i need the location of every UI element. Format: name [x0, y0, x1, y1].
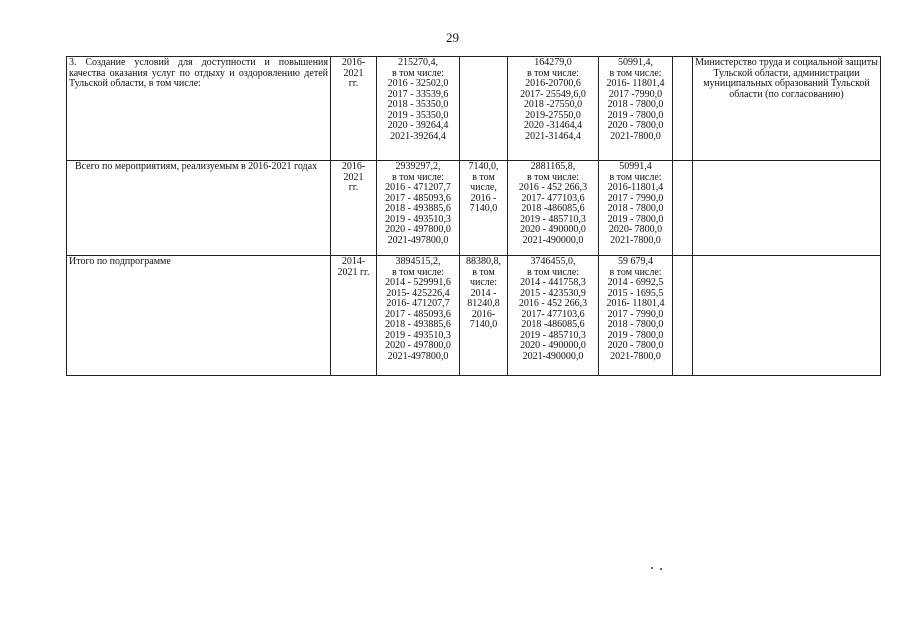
cell-total-funding-line: 215270,4,: [398, 57, 438, 68]
cell-federal-funding: [460, 57, 508, 161]
cell-executor: [693, 57, 881, 161]
cell-regional-funding-line: 2017- 477103,6: [521, 308, 585, 320]
table-row: [67, 256, 881, 376]
cell-municipal-funding-line: 2019 - 7800,0: [607, 329, 664, 341]
cell-federal-funding-line: 7140,0: [469, 319, 498, 330]
cell-regional-funding: [508, 256, 599, 376]
cell-regional-funding-line: 2016 - 452 266,3: [518, 298, 588, 309]
cell-regional-funding-line: 2016-20700,6: [525, 78, 581, 89]
cell-municipal-funding-line: 2014 - 6992,5: [607, 277, 664, 288]
cell-regional-funding: [508, 57, 599, 161]
cell-period-line: 2016-: [341, 57, 366, 68]
cell-total-funding-line: 2020 - 497800,0: [385, 340, 451, 351]
cell-period-line: 2014-: [341, 256, 366, 267]
cell-total-funding-line: 2016 - 32502,0: [387, 78, 449, 89]
cell-regional-funding-line: 2017- 25549,6,0: [520, 88, 586, 100]
cell-regional-funding-line: 2020 -31464,4: [523, 120, 583, 131]
cell-federal-funding-line: в том: [472, 171, 495, 183]
cell-period-line: гг.: [348, 78, 359, 89]
cell-total-funding: [377, 256, 460, 376]
cell-regional-funding-line: 2014 - 441758,3: [520, 277, 586, 288]
cell-total-funding-line: в том числе:: [391, 266, 445, 278]
cell-municipal-funding: [599, 256, 673, 376]
cell-regional-funding-line: 2020 - 490000,0: [520, 340, 586, 351]
table-row: [67, 57, 881, 161]
cell-regional-funding-line: 2021-490000,0: [522, 234, 584, 246]
cell-municipal-funding-line: 2021-7800,0: [610, 130, 661, 142]
cell-municipal-funding-line: 59 679,4: [618, 256, 653, 267]
cell-municipal-funding-line: 2020 - 7800,0: [607, 340, 664, 351]
cell-regional-funding-line: 2019-27550,0: [525, 109, 581, 121]
cell-municipal-funding-line: 2018 - 7800,0: [607, 203, 664, 214]
cell-executor-text: Министерство труда и социальной защиты Тульской области, администрации муниципальных образований Тульской области (по согласованию): [695, 57, 878, 100]
cell-regional-funding-line: 2020 - 490000,0: [520, 224, 586, 235]
cell-total-funding-line: 2017 - 485093,6: [385, 308, 451, 320]
cell-municipal-funding-line: 2016- 11801,4: [606, 298, 665, 309]
cell-description: [67, 57, 331, 161]
cell-regional-funding-line: 2018 -27550,0: [523, 99, 583, 110]
cell-federal-funding-line: 7140,0,: [468, 161, 499, 172]
cell-federal-funding-line: в том: [472, 266, 495, 278]
cell-municipal-funding-line: 2020 - 7800,0: [607, 120, 664, 131]
cell-period-line: 2021: [343, 171, 364, 183]
scan-speck: [660, 568, 662, 570]
subprogram-finance-table: [66, 56, 881, 376]
cell-total-funding-line: в том числе:: [391, 171, 445, 183]
cell-municipal-funding-line: 2020- 7800,0: [608, 224, 663, 235]
cell-regional-funding-line: 2881165,8,: [530, 161, 576, 172]
cell-total-funding-line: 3894515,2,: [395, 256, 441, 267]
cell-municipal-funding-line: 2019 - 7800,0: [607, 213, 664, 225]
cell-total-funding: [377, 57, 460, 161]
cell-municipal-funding-line: 2018 - 7800,0: [607, 319, 664, 330]
cell-total-funding: [377, 161, 460, 256]
table-row: [67, 161, 881, 256]
cell-federal-funding-line: числе:: [469, 277, 498, 288]
cell-municipal-funding-line: 50991,4,: [618, 57, 653, 68]
cell-municipal-funding: [599, 57, 673, 161]
cell-regional-funding-line: 2015 - 423530,9: [520, 287, 586, 299]
cell-regional-funding-line: 2021-31464,4: [525, 130, 581, 142]
cell-total-funding-line: 2018 - 35350,0: [387, 99, 449, 110]
cell-municipal-funding: [599, 161, 673, 256]
cell-period-line: 2021 гг.: [337, 266, 370, 278]
cell-federal-funding-line: 81240,8: [467, 298, 500, 309]
cell-period: [331, 161, 377, 256]
cell-total-funding-line: 2019 - 493510,3: [385, 213, 451, 225]
cell-other-funding: [673, 57, 693, 161]
cell-federal-funding: [460, 161, 508, 256]
cell-description-text: Всего по мероприятиям, реализуемым в 2016-2021 годах: [75, 161, 318, 172]
cell-municipal-funding-line: 50991,4: [619, 161, 652, 172]
cell-total-funding-line: 2020 - 497800,0: [385, 224, 451, 235]
cell-total-funding-line: 2017 - 33539,6: [387, 88, 449, 100]
cell-regional-funding-line: 2019 - 485710,3: [520, 213, 586, 225]
scan-speck: [651, 567, 653, 569]
cell-municipal-funding-line: в том числе:: [609, 171, 662, 183]
cell-municipal-funding-line: 2015 - 1695,5: [607, 287, 664, 299]
cell-total-funding-line: 2016 - 471207,7: [385, 182, 451, 193]
cell-total-funding-line: 2015- 425226,4: [386, 287, 450, 299]
cell-total-funding-line: 2021-497800,0: [387, 234, 449, 246]
cell-executor: [693, 256, 881, 376]
cell-total-funding-line: 2018 - 493885,6: [385, 203, 451, 214]
cell-total-funding-line: 2018 - 493885,6: [385, 319, 451, 330]
cell-federal-funding-line: 88380,8,: [466, 256, 501, 267]
cell-description-text: Итого по подпрограмме: [69, 256, 171, 267]
cell-regional-funding-line: 2018 -486085,6: [521, 203, 585, 214]
cell-municipal-funding-line: 2017 -7990,0: [608, 88, 663, 100]
cell-municipal-funding-line: 2018 - 7800,0: [607, 99, 664, 110]
cell-total-funding-line: 2016- 471207,7: [386, 298, 450, 309]
cell-regional-funding-line: 2018 -486085,6: [521, 319, 585, 330]
cell-federal-funding-line: 2014 -: [470, 287, 497, 299]
cell-description-text: 3. Создание условий для доступности и повышения качества оказания услуг по отдыху и оздоровлению детей Тульской области, в том числе:: [69, 57, 328, 89]
cell-total-funding-line: 2939297,2,: [395, 161, 441, 172]
cell-period-line: гг.: [348, 182, 359, 193]
cell-period-line: 2021: [343, 67, 364, 79]
cell-federal-funding-line: 2016 -: [470, 192, 497, 204]
cell-total-funding-line: 2020 - 39264,4: [387, 120, 449, 131]
cell-municipal-funding-line: 2017 - 7990,0: [607, 192, 664, 204]
cell-regional-funding-line: в том числе:: [526, 171, 580, 183]
cell-total-funding-line: в том числе:: [391, 67, 445, 79]
cell-description: [67, 256, 331, 376]
cell-total-funding-line: 2019 - 35350,0: [387, 109, 449, 121]
cell-regional-funding-line: в том числе:: [526, 266, 580, 278]
page-number: 29: [446, 30, 459, 45]
cell-municipal-funding-line: в том числе:: [609, 266, 662, 278]
cell-municipal-funding-line: 2016- 11801,4: [606, 78, 665, 89]
cell-total-funding-line: 2017 - 485093,6: [385, 192, 451, 204]
cell-regional-funding-line: 164279,0: [534, 57, 572, 68]
cell-regional-funding-line: 2016 - 452 266,3: [518, 182, 588, 193]
cell-total-funding-line: 2021-497800,0: [387, 350, 449, 362]
cell-municipal-funding-line: 2021-7800,0: [610, 350, 661, 362]
cell-total-funding-line: 2019 - 493510,3: [385, 329, 451, 341]
cell-regional-funding-line: 2017- 477103,6: [521, 192, 585, 204]
cell-regional-funding: [508, 161, 599, 256]
cell-municipal-funding-line: 2017 - 7990,0: [607, 308, 664, 320]
cell-municipal-funding-line: 2016-11801,4: [607, 182, 664, 193]
cell-period: [331, 256, 377, 376]
cell-executor: [693, 161, 881, 256]
cell-regional-funding-line: 2019 - 485710,3: [520, 329, 586, 341]
cell-other-funding: [673, 256, 693, 376]
cell-federal-funding-line: 7140,0: [469, 203, 498, 214]
cell-federal-funding: [460, 256, 508, 376]
cell-period-line: 2016-: [341, 161, 366, 172]
cell-municipal-funding-line: 2019 - 7800,0: [607, 109, 664, 121]
cell-period: [331, 57, 377, 161]
cell-regional-funding-line: 2021-490000,0: [522, 350, 584, 362]
cell-total-funding-line: 2021-39264,4: [390, 130, 446, 142]
cell-federal-funding-line: 2016-: [471, 308, 496, 320]
cell-municipal-funding-line: 2021-7800,0: [610, 234, 661, 246]
cell-total-funding-line: 2014 - 529991,6: [385, 277, 451, 288]
cell-regional-funding-line: в том числе:: [526, 67, 580, 79]
cell-regional-funding-line: 3746455,0,: [530, 256, 576, 267]
cell-federal-funding-line: числе,: [470, 182, 497, 193]
cell-other-funding: [673, 161, 693, 256]
cell-municipal-funding-line: в том числе:: [609, 67, 662, 79]
cell-description: [67, 161, 331, 256]
